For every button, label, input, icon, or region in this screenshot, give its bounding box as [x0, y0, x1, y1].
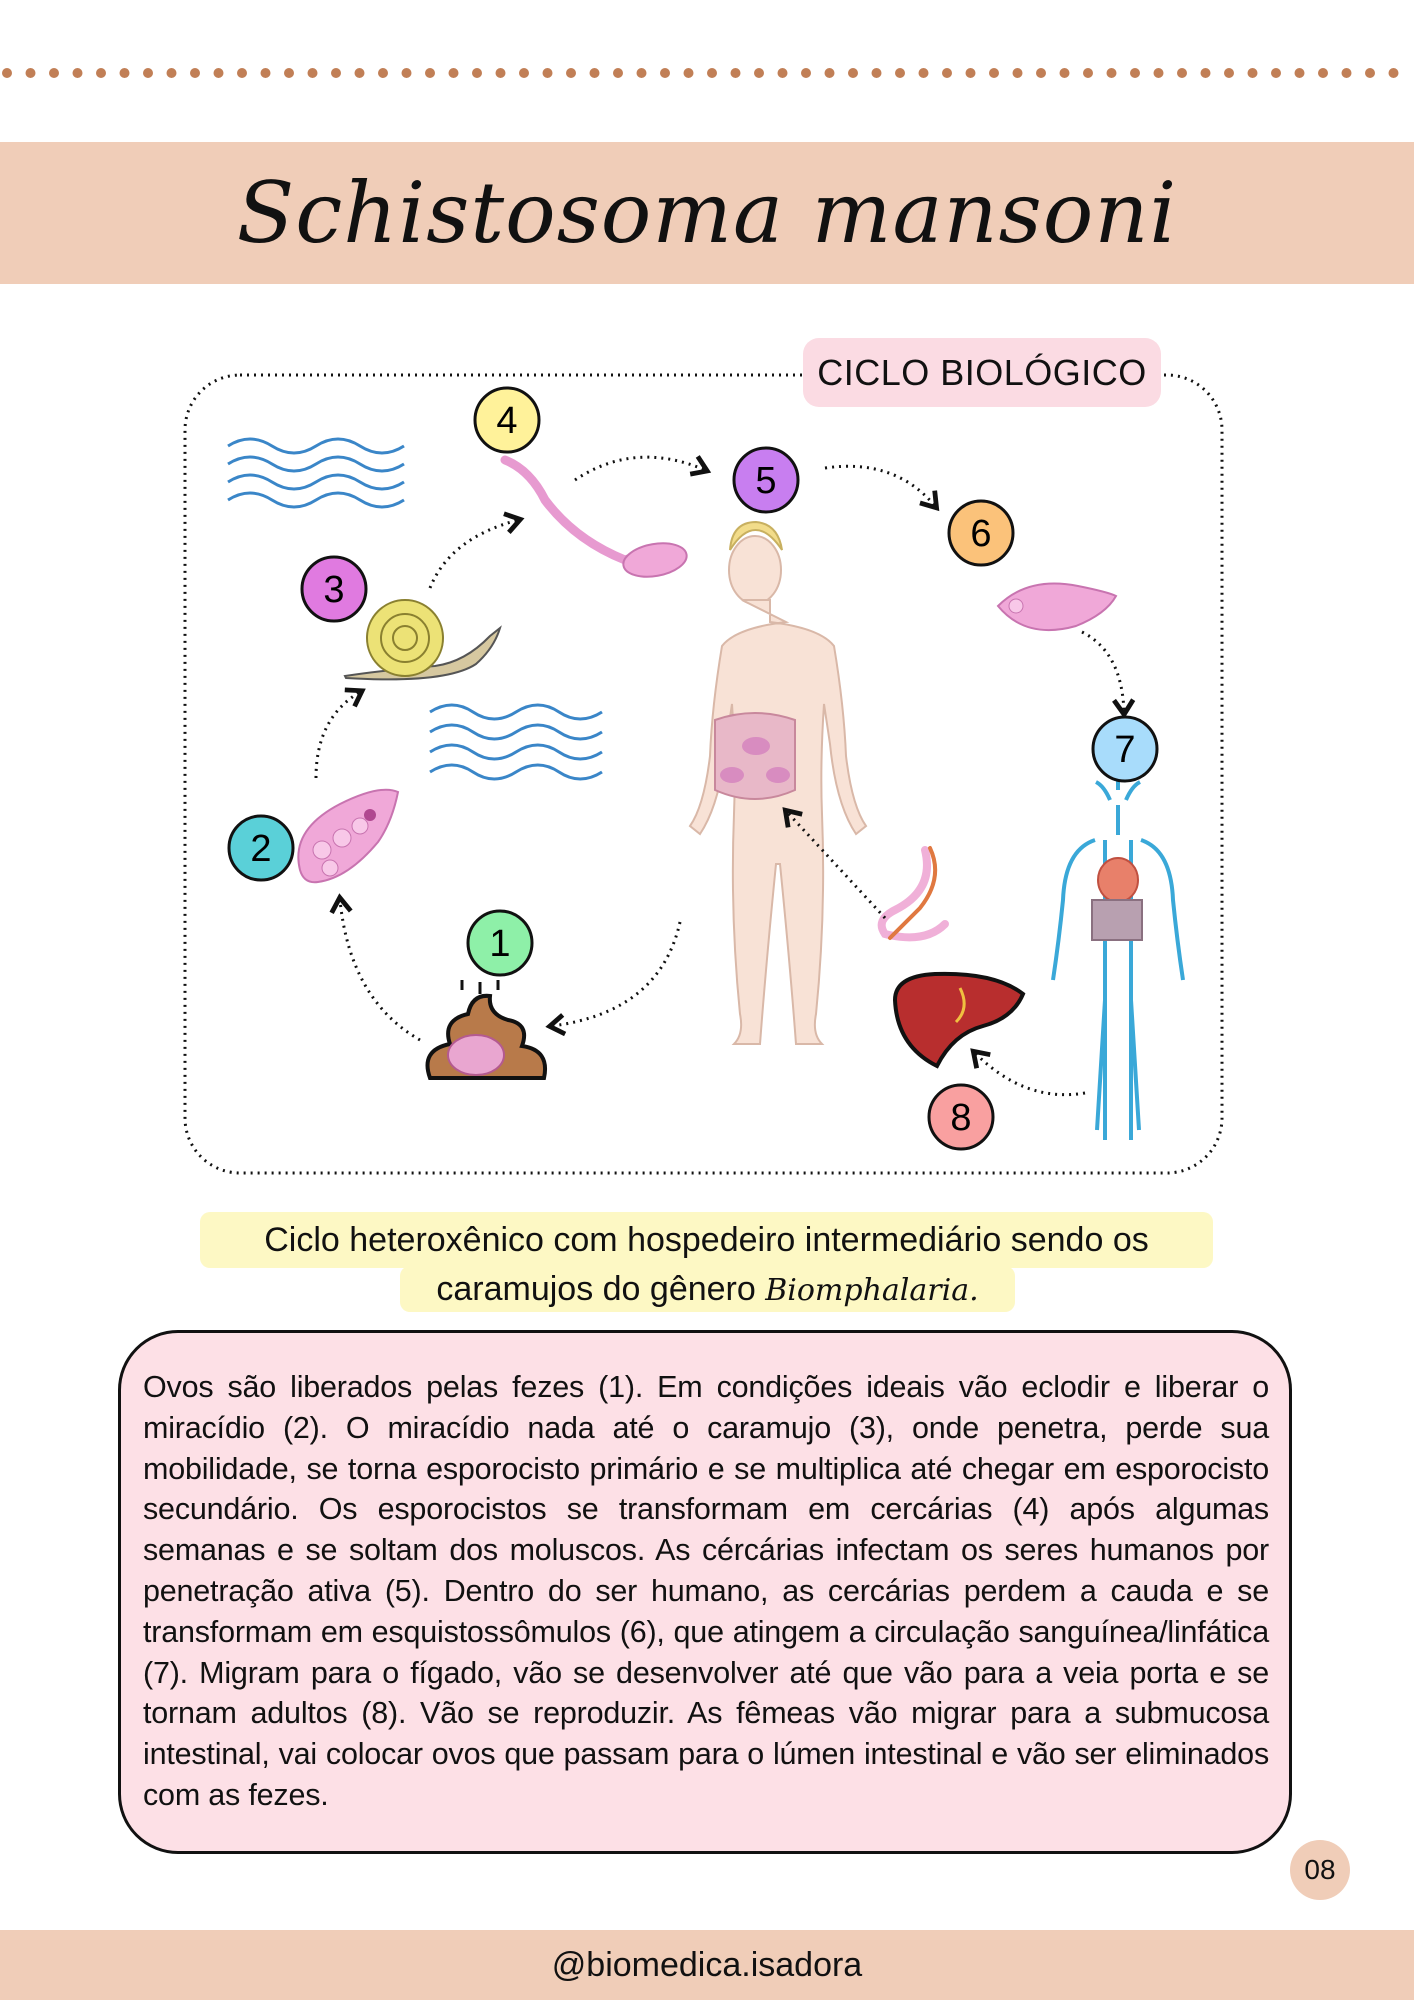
divider-dot — [919, 68, 929, 78]
description-text: Ovos são liberados pelas fezes (1). Em condições ideais vão eclodir e liberar o miracídio (2). O miracídio nada até o caramujo (3), onde penetra, perde sua mobilidade, se torna esporocisto primário e se multiplica até chegar em esporocisto secundário. Os esporocistos se transformam em cercárias (4) após algumas semanas e se soltam dos moluscos. As cércárias infectam os seres humanos por penetração ativa (5). Dentro do ser humano, as cercárias perdem a cauda e se transformam em esquistossômulos (6), que atingem a circulação sanguínea/linfática (7). Migram para o fígado, vão se desenvolver até que vão para a veia porta e se tornam adultos (8). Vão se reproduzir. As fêmeas vão migrar para a submucosa intestinal, vai colocar ovos que passam para o lúmen intestinal e vão ser eliminados com as fezes. — [143, 1370, 1269, 1812]
divider-dot — [496, 68, 506, 78]
stage-number: 4 — [496, 400, 518, 442]
divider-dot — [1271, 68, 1281, 78]
divider-dot — [1130, 68, 1140, 78]
summary-line-2 — [400, 1266, 1015, 1312]
divider-dot — [989, 68, 999, 78]
title-band — [0, 142, 1414, 284]
divider-dot — [355, 68, 365, 78]
divider-dot — [2, 68, 12, 78]
water-waves-icon — [430, 705, 602, 779]
divider-dot — [214, 68, 224, 78]
circulatory-system-icon — [1053, 770, 1183, 1140]
divider-dot — [801, 68, 811, 78]
divider-dot — [308, 68, 318, 78]
divider-dot — [237, 68, 247, 78]
stage-number: 1 — [489, 923, 511, 965]
divider-dot — [284, 68, 294, 78]
stage-badge-2 — [229, 816, 293, 880]
divider-dot — [1060, 68, 1070, 78]
divider-dot — [472, 68, 482, 78]
liver-icon — [895, 974, 1023, 1066]
divider-dot — [378, 68, 388, 78]
divider-dot — [825, 68, 835, 78]
divider-dot — [1248, 68, 1258, 78]
divider-dot — [543, 68, 553, 78]
snail-icon — [345, 600, 500, 679]
divider-dot — [1177, 68, 1187, 78]
divider-dot — [331, 68, 341, 78]
stage-badge-1 — [468, 911, 532, 975]
divider-dot — [590, 68, 600, 78]
divider-dot — [402, 68, 412, 78]
stage-number: 7 — [1114, 729, 1136, 771]
description-box — [118, 1330, 1292, 1854]
stage-badge-6 — [949, 501, 1013, 565]
stage-number: 8 — [950, 1097, 972, 1139]
divider-dot — [96, 68, 106, 78]
divider-dot — [1013, 68, 1023, 78]
divider-dot — [848, 68, 858, 78]
stage-number: 3 — [323, 569, 345, 611]
divider-dot — [872, 68, 882, 78]
divider-dot — [167, 68, 177, 78]
divider-dot — [1365, 68, 1375, 78]
divider-dot — [1083, 68, 1093, 78]
divider-dot — [120, 68, 130, 78]
divider-dot — [425, 68, 435, 78]
divider-dot — [754, 68, 764, 78]
divider-dot — [778, 68, 788, 78]
divider-dot — [566, 68, 576, 78]
divider-dot — [660, 68, 670, 78]
stage-badge-5 — [734, 448, 798, 512]
divider-dot — [190, 68, 200, 78]
divider-dot — [26, 68, 36, 78]
divider-dot — [1389, 68, 1399, 78]
miracidium-icon — [298, 790, 398, 883]
divider-dot — [519, 68, 529, 78]
divider-dot — [1224, 68, 1234, 78]
stage-badge-4 — [475, 388, 539, 452]
stage-badge-3 — [302, 557, 366, 621]
stage-number: 2 — [250, 828, 272, 870]
genus-name: Biomphalaria. — [765, 1273, 979, 1308]
dotted-divider — [0, 60, 1414, 86]
human-body-icon — [690, 522, 866, 1044]
divider-dot — [895, 68, 905, 78]
feces-egg-icon — [428, 980, 546, 1078]
divider-dot — [613, 68, 623, 78]
stage-badge-8 — [929, 1085, 993, 1149]
divider-dot — [261, 68, 271, 78]
divider-dot — [637, 68, 647, 78]
divider-dot — [73, 68, 83, 78]
stage-number: 5 — [755, 460, 777, 502]
divider-dot — [684, 68, 694, 78]
adult-worms-icon — [882, 848, 945, 938]
cercaria-icon — [505, 460, 689, 581]
divider-dot — [1318, 68, 1328, 78]
cycle-frame — [185, 375, 1222, 1173]
divider-dot — [49, 68, 59, 78]
summary-line-1: Ciclo heteroxênico com hospedeiro intermediário sendo os — [200, 1212, 1213, 1268]
stage-number: 6 — [970, 513, 992, 555]
divider-dot — [1342, 68, 1352, 78]
divider-dot — [707, 68, 717, 78]
divider-dot — [966, 68, 976, 78]
divider-dot — [1036, 68, 1046, 78]
divider-dot — [731, 68, 741, 78]
schistosomulum-icon — [998, 584, 1116, 631]
life-cycle-diagram — [0, 320, 1414, 1200]
water-waves-icon — [228, 439, 404, 507]
cycle-label: CICLO BIOLÓGICO — [803, 338, 1161, 407]
divider-dot — [1295, 68, 1305, 78]
divider-dot — [1154, 68, 1164, 78]
divider-dot — [942, 68, 952, 78]
divider-dot — [449, 68, 459, 78]
page-title: Schistosoma mansoni — [236, 164, 1178, 262]
stage-badge-7 — [1093, 717, 1157, 781]
divider-dot — [143, 68, 153, 78]
footer-handle: @biomedica.isadora — [0, 1930, 1414, 2000]
divider-dot — [1201, 68, 1211, 78]
summary-text: caramujos do gênero — [436, 1270, 766, 1308]
divider-dot — [1107, 68, 1117, 78]
page-number: 08 — [1290, 1840, 1350, 1900]
